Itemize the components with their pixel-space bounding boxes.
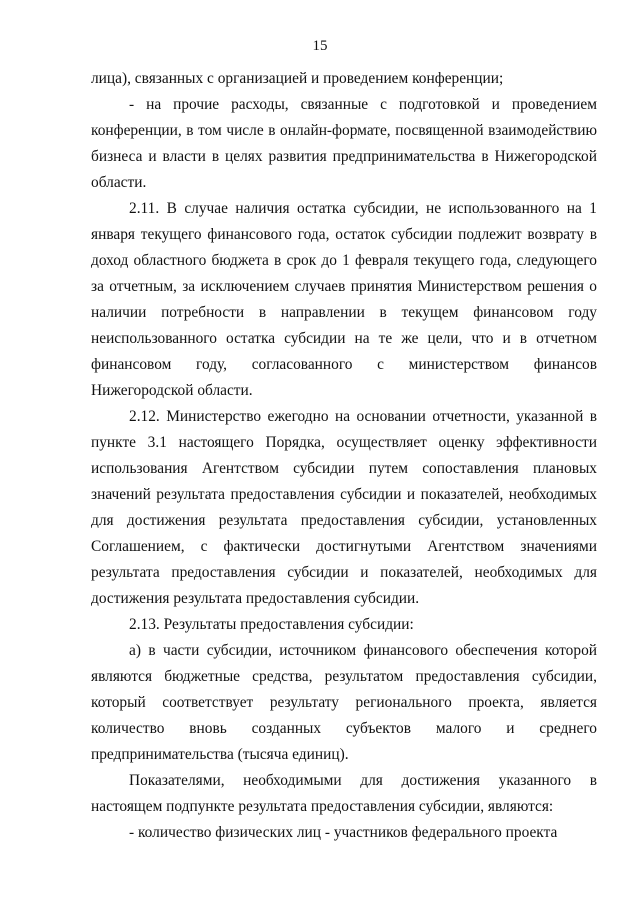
paragraph-2-12: 2.12. Министерство ежегодно на основании отчетности, указанной в пункте 3.1 настоящего Порядка, осуществляет оценку эффективности использования Агентством субсидии путем сопоставления плановых значений результата предоставления субсидии и показателей, необходимых для достижения результата предоставления субсидии, установленных Соглашением, с фактически достигнутыми Агентством значениями результата предоставления субсидии и показателей, необходимых для достижения результата предоставления субсидии. bbox=[91, 408, 597, 607]
paragraph-indicator-item: - количество физических лиц - участников федерального проекта bbox=[129, 824, 558, 841]
paragraph-2-11: 2.11. В случае наличия остатка субсидии, не использованного на 1 января текущего финансового года, остаток субсидии подлежит возврату в доход областного бюджета в срок до 1 февраля текущего года, следующего за отчетным, за исключением случаев принятия Министерством решения о наличии потребности в направлении в текущем финансовом году неиспользованного остатка субсидии на те же цели, что и в отчетном финансовом году, согласованного с министерством финансов Нижегородской области. bbox=[91, 200, 597, 399]
page-number: 15 bbox=[312, 38, 328, 54]
paragraph-other-expenses: - на прочие расходы, связанные с подготовкой и проведением конференции, в том числе в онлайн-формате, посвященной взаимодействию бизнеса и власти в целях развития предпринимательства в Нижегородской области. bbox=[91, 96, 597, 191]
paragraph-2-13-heading: 2.13. Результаты предоставления субсидии: bbox=[129, 616, 414, 633]
paragraph-continuation: лица), связанных с организацией и проведением конференции; bbox=[91, 70, 504, 87]
document-body bbox=[91, 66, 597, 846]
paragraph-2-13-a: а) в части субсидии, источником финансового обеспечения которой являются бюджетные средства, результатом предоставления субсидии, который соответствует результату регионального проекта, является количество вновь созданных субъектов малого и среднего предпринимательства (тысяча единиц). bbox=[91, 642, 597, 763]
paragraph-indicators: Показателями, необходимыми для достижения указанного в настоящем подпункте результата предоставления субсидии, являются: bbox=[91, 772, 597, 815]
